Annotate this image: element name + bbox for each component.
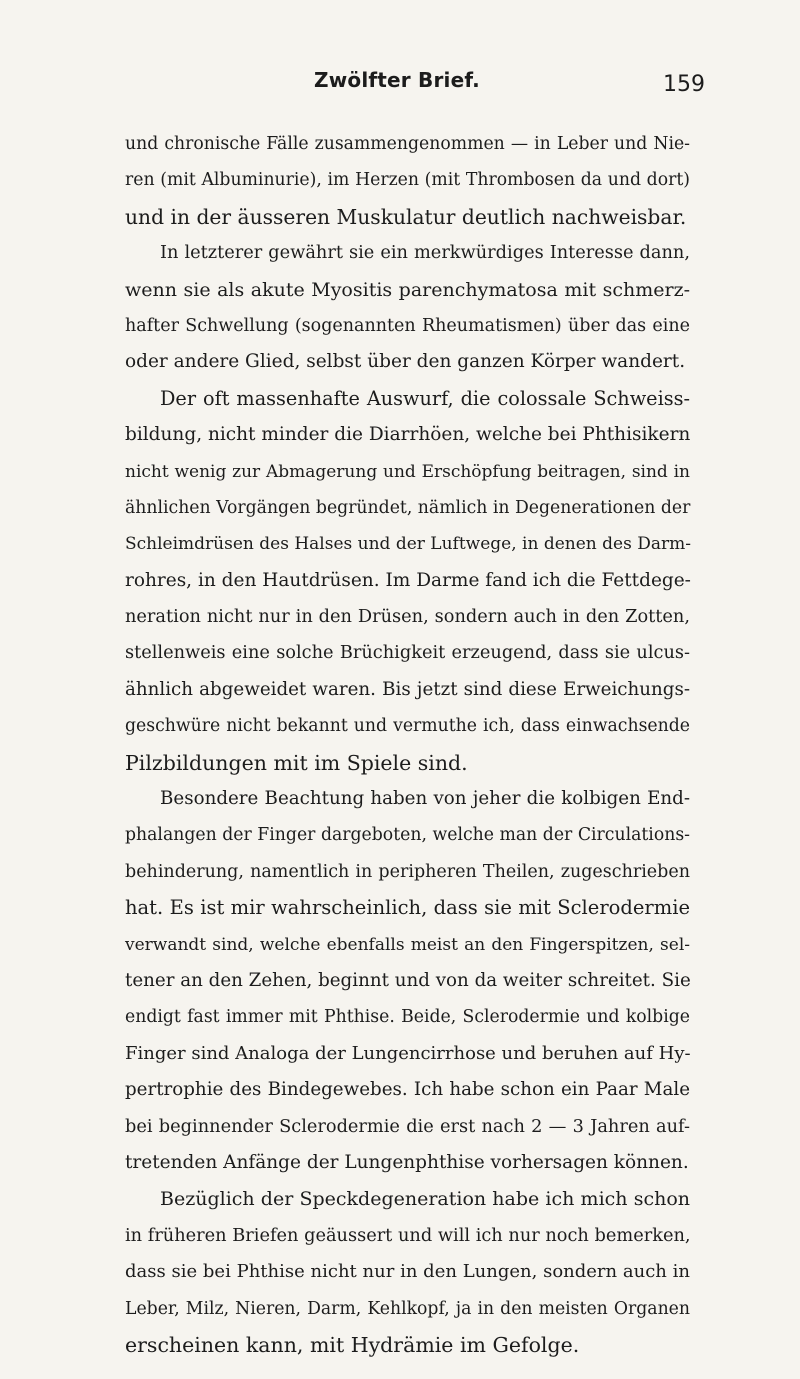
text-line: hat. Es ist mir wahrscheinlich, dass sie mit Sclerodermie [125,896,690,920]
chapter-title: Zwölfter Brief. [314,68,480,92]
text-line: geschwüre nicht bekannt und vermuthe ich, dass einwachsende [125,716,690,737]
page-number: 159 [663,72,705,97]
text-line: ähnlichen Vorgängen begründet, nämlich in Degenerationen der [125,497,691,518]
text-line: hafter Schwellung (sogenannten Rheumatismen) über das eine [125,315,690,336]
text-line: stellenweis eine solche Brüchigkeit erzeugend, dass sie ulcus- [125,643,690,664]
text-line: und chronische Fälle zusammengenommen — in Leber und Nie- [125,134,690,154]
paragraph-2 [125,235,690,381]
paragraph-1 [125,126,690,235]
text-line: endigt fast immer mit Phthise. Beide, Sclerodermie und kolbige [125,1007,690,1028]
text-line: Leber, Milz, Nieren, Darm, Kehlkopf, ja in den meisten Organen [125,1298,690,1319]
text-line: Bezüglich der Speckdegeneration habe ich mich schon [160,1188,690,1211]
text-line: ähnlich abgeweidet waren. Bis jetzt sind diese Erweichungs- [125,678,690,700]
running-head [0,64,800,104]
text-line: wenn sie als akute Myositis parenchymatosa mit schmerz- [125,278,690,301]
paragraph-4 [125,781,690,1181]
text-line: bildung, nicht minder die Diarrhöen, welche bei Phthisikern [125,424,691,446]
text-line: bei beginnender Sclerodermie die erst nach 2 — 3 Jahren auf- [125,1116,690,1137]
text-line: tener an den Zehen, beginnt und von da weiter schreitet. Sie [125,969,691,991]
text-line: Finger sind Analoga der Lungencirrhose und beruhen auf Hy- [125,1042,691,1064]
text-line: Pilzbildungen mit im Spiele sind. [125,750,468,775]
text-line: ren (mit Albuminurie), im Herzen (mit Thrombosen da und dort) [125,170,690,191]
text-line: Besondere Beachtung haben von jeher die kolbigen End- [160,788,690,810]
text-line: und in der äusseren Muskulatur deutlich nachweisbar. [125,204,687,229]
paragraph-3 [125,381,690,781]
text-line: neration nicht nur in den Drüsen, sondern auch in den Zotten, [125,607,690,628]
text-line: Der oft massenhafte Auswurf, die colossale Schweiss- [160,386,690,410]
body-text [125,126,690,1363]
paragraph-5 [125,1181,690,1363]
text-line: in früheren Briefen geäussert und will ich nur noch bemerken, [125,1225,691,1246]
text-line: verwandt sind, welche ebenfalls meist an den Fingerspitzen, sel- [125,934,690,955]
text-line: nicht wenig zur Abmagerung und Erschöpfung beitragen, sind in [125,461,690,482]
text-line: oder andere Glied, selbst über den ganzen Körper wandert. [125,351,686,373]
text-line: erscheinen kann, mit Hydrämie im Gefolge. [125,1332,580,1357]
text-line: phalangen der Finger dargeboten, welche man der Circulations- [125,825,690,846]
text-line: dass sie bei Phthise nicht nur in den Lungen, sondern auch in [125,1261,690,1283]
text-line: Schleimdrüsen des Halses und der Luftwege, in denen des Darm- [125,534,691,555]
text-line: behinderung, namentlich in peripheren Theilen, zugeschrieben [125,861,690,882]
text-line: In letzterer gewährt sie ein merkwürdiges Interesse dann, [160,243,690,264]
text-line: tretenden Anfänge der Lungenphthise vorhersagen können. [125,1151,689,1173]
text-line: pertrophie des Bindegewebes. Ich habe schon ein Paar Male [125,1079,690,1101]
text-line: rohres, in den Hautdrüsen. Im Darme fand ich die Fettdege- [125,569,691,591]
